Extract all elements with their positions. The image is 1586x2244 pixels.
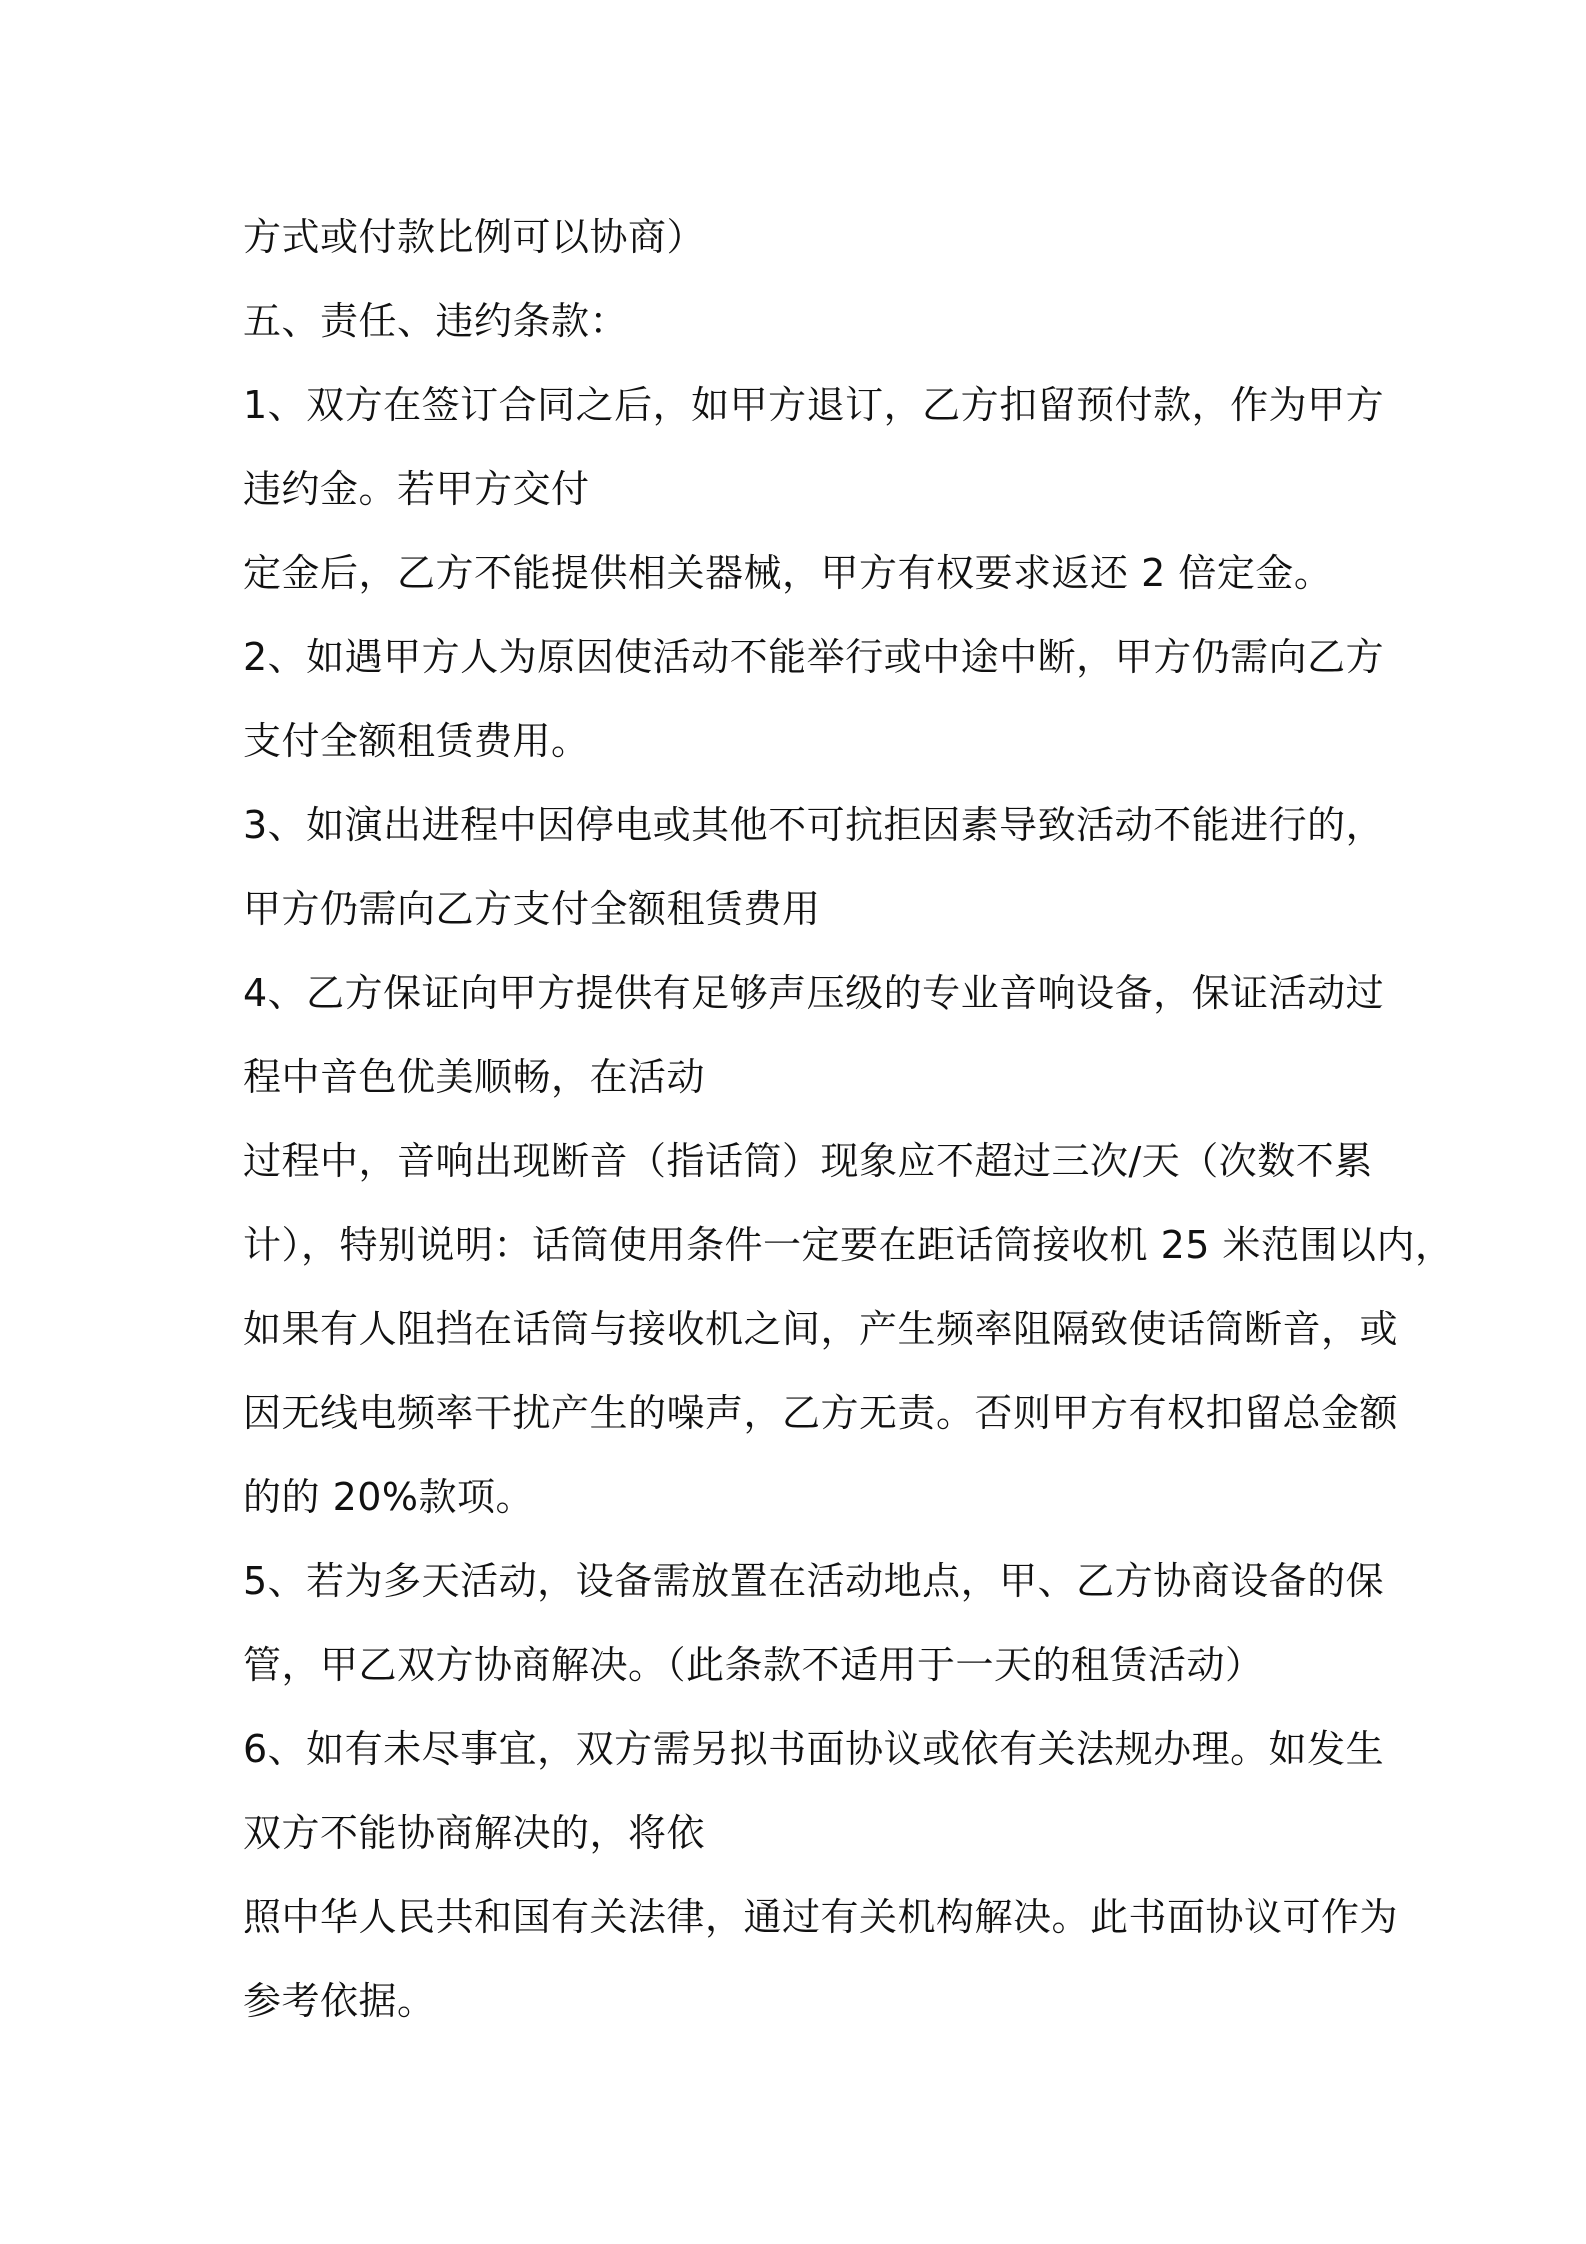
text-line: 定金后，乙方不能提供相关器械，甲方有权要求返还 2 倍定金。 (243, 551, 1333, 595)
text-line: 4、乙方保证向甲方提供有足够声压级的专业音响设备，保证活动过 (243, 971, 1385, 1015)
text-line: 3、如演出进程中因停电或其他不可抗拒因素导致活动不能进行的， (243, 803, 1385, 847)
contract-text (243, 195, 1454, 2043)
text-line: 甲方仍需向乙方支付全额租赁费用 (243, 887, 821, 931)
text-line: 违约金。若甲方交付 (243, 467, 590, 511)
text-line: 过程中，音响出现断音（指话筒）现象应不超过三次/天（次数不累 (243, 1139, 1373, 1183)
text-line: 因无线电频率干扰产生的噪声，乙方无责。否则甲方有权扣留总金额 (243, 1391, 1399, 1435)
text-line: 的的 20%款项。 (243, 1475, 535, 1519)
text-line: 计），特别说明：话筒使用条件一定要在距话筒接收机 25 米范围以内， (243, 1223, 1454, 1267)
text-line: 方式或付款比例可以协商） (243, 215, 706, 259)
text-line: 如果有人阻挡在话筒与接收机之间，产生频率阻隔致使话筒断音，或 (243, 1307, 1399, 1351)
text-line: 1、双方在签订合同之后，如甲方退订，乙方扣留预付款，作为甲方 (243, 383, 1385, 427)
section-heading: 五、责任、违约条款： (243, 299, 629, 343)
text-line: 支付全额租赁费用。 (243, 719, 590, 763)
text-line: 双方不能协商解决的，将依 (243, 1811, 706, 1855)
text-line: 照中华人民共和国有关法律，通过有关机构解决。此书面协议可作为 (243, 1895, 1399, 1939)
text-line: 程中音色优美顺畅，在活动 (243, 1055, 706, 1099)
text-line: 5、若为多天活动，设备需放置在活动地点，甲、乙方协商设备的保 (243, 1559, 1385, 1603)
text-line: 管，甲乙双方协商解决。（此条款不适用于一天的租赁活动） (243, 1643, 1264, 1687)
text-line: 6、如有未尽事宜，双方需另拟书面协议或依有关法规办理。如发生 (243, 1727, 1385, 1771)
text-line: 2、如遇甲方人为原因使活动不能举行或中途中断，甲方仍需向乙方 (243, 635, 1385, 679)
text-line: 参考依据。 (243, 1979, 436, 2023)
